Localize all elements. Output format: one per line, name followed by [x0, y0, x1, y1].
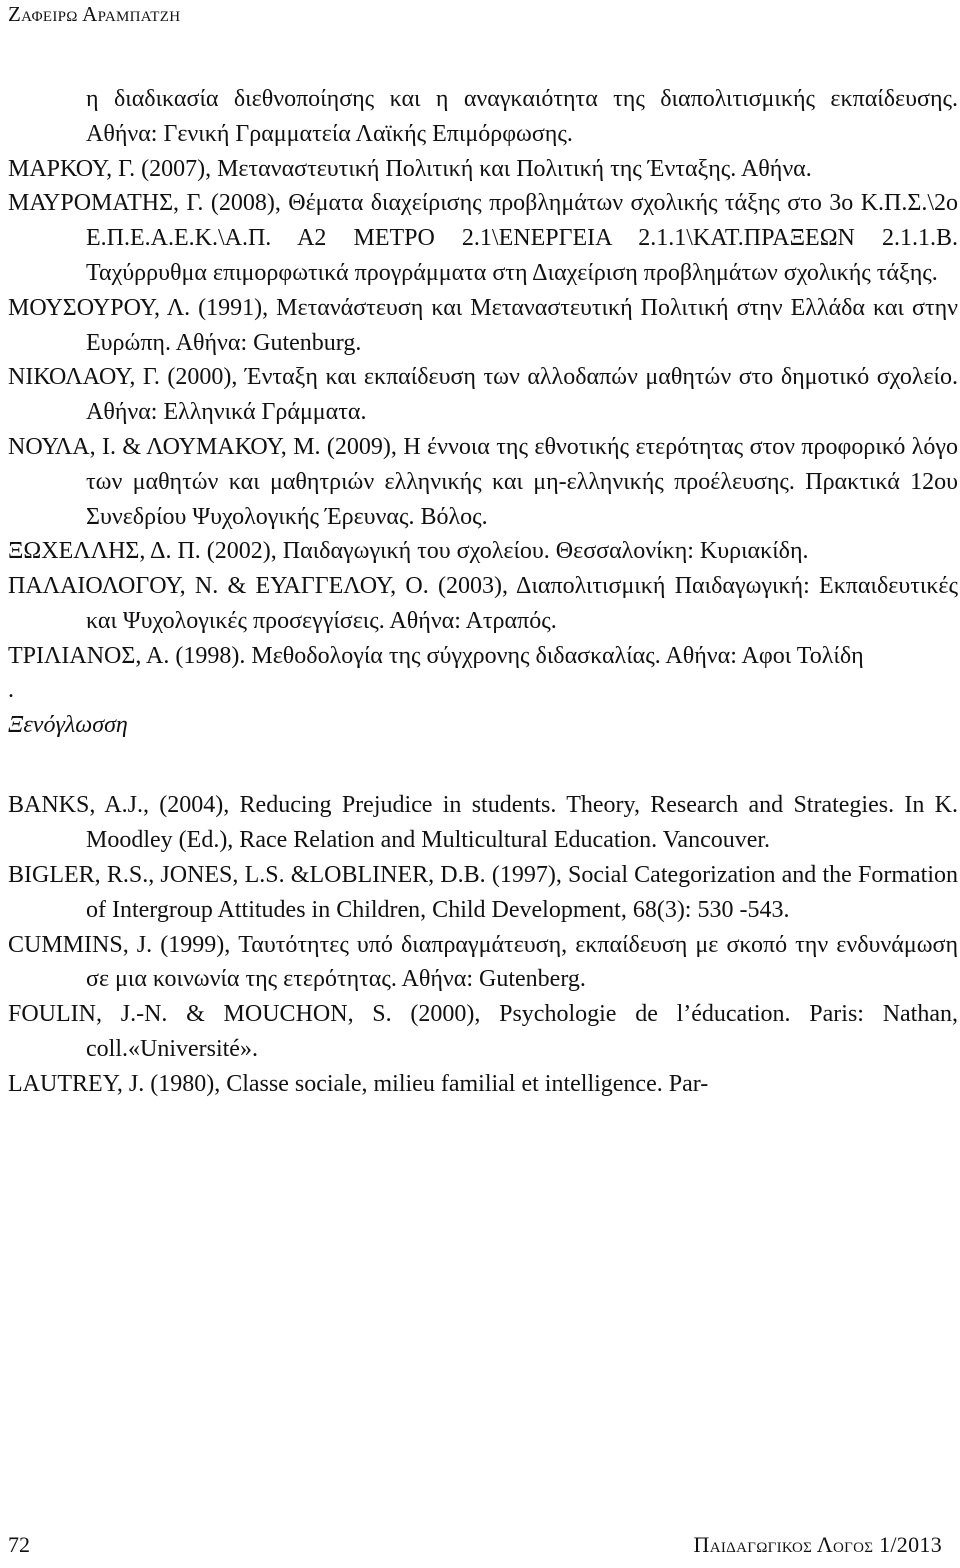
reference-entry: LAUTREY, J. (1980), Classe sociale, milieu familial et intelligence. Par-: [8, 1070, 709, 1097]
page-number: 72: [8, 1532, 30, 1557]
reference-entry: CUMMINS, J. (1999), Ταυτότητες υπό διαπραγμάτευση, εκπαίδευση με σκοπό την ενδυνάμωση σε μια κοινωνία της ετερότητας. Αθήνα: Gutenberg.: [8, 931, 958, 993]
reference-entry: ΤΡΙΛΙΑΝΟΣ, Α. (1998). Μεθοδολογία της σύγχρονης διδασκαλίας. Αθήνα: Αφοι Τολίδη: [8, 642, 864, 669]
reference-entry: BANKS, A.J., (2004), Reducing Prejudice in students. Theory, Research and Strategies. In K. Moodley (Ed.), Race Relation and Multicultural Education. Vancouver.: [8, 792, 958, 854]
reference-entry: η διαδικασία διεθνοποίησης και η αναγκαιότητα της διαπολιτισμικής εκπαίδευσης. Αθήνα: Γενική Γραμματεία Λαϊκής Επιμόρφωσης.: [86, 86, 958, 147]
reference-entry: ΝΟΥΛΑ, Ι. & ΛΟΥΜΑΚΟΥ, Μ. (2009), Η έννοια της εθνοτικής ετερότητας στον προφορικό λόγο των μαθητών και μαθητριών ελληνικής και μη-ελληνικής προέλευσης. Πρακτικά 12ου Συνεδρίου Ψυχολογικής Έρευνας. Βόλος.: [8, 433, 958, 530]
reference-entry: ΜΑΡΚΟΥ, Γ. (2007), Μεταναστευτική Πολιτική και Πολιτική της Ένταξης. Αθήνα.: [8, 155, 812, 182]
separator-dot: .: [8, 676, 14, 703]
reference-entry: ΠΑΛΑΙΟΛΟΓΟΥ, Ν. & ΕΥΑΓΓΕΛΟΥ, Ο. (2003), Διαπολιτισμική Παιδαγωγική: Εκπαιδευτικές και Ψυχολογικές προσεγγίσεις. Αθήνα: Ατραπός.: [8, 573, 958, 634]
reference-entry: ΞΩΧΕΛΛΗΣ, Δ. Π. (2002), Παιδαγωγική του σχολείου. Θεσσαλονίκη: Κυριακίδη.: [8, 538, 809, 565]
reference-entry: ΝΙΚΟΛΑΟΥ, Γ. (2000), Ένταξη και εκπαίδευση των αλλοδαπών μαθητών στο δημοτικό σχολείο. Αθήνα: Ελληνικά Γράμματα.: [8, 364, 958, 426]
reference-entry: ΜΑΥΡΟΜΑΤΗΣ, Γ. (2008), Θέματα διαχείρισης προβλημάτων σχολικής τάξης στο 3ο Κ.Π.Σ.\2ο Ε.Π.Ε.Α.Ε.Κ.\Α.Π. Α2 ΜΕΤΡΟ 2.1\ΕΝΕΡΓΕΙΑ 2.1.1\ΚΑΤ.ΠΡΑΞΕΩΝ 2.1.1.Β. Ταχύρρυθμα επιμορφωτικά προγράμματα στη Διαχείριση προβλημάτων σχολικής τάξης.: [8, 190, 958, 286]
section-title: Ξενόγλωσση: [8, 711, 128, 738]
reference-entry: BIGLER, R.S., JONES, L.S. &LOBLINER, D.B. (1997), Social Categorization and the Formation of Intergroup Attitudes in Children, Child Development, 68(3): 530 -543.: [8, 861, 958, 923]
journal-title: Παιδαγωγικος Λογος 1/2013: [693, 1532, 942, 1557]
reference-entry: ΜΟΥΣΟΥΡΟΥ, Λ. (1991), Μετανάστευση και Μεταναστευτική Πολιτική στην Ελλάδα και στην Ευρώπη. Αθήνα: Gutenburg.: [8, 294, 958, 356]
reference-entry: FOULIN, J.-N. & MOUCHON, S. (2000), Psychologie de l’éducation. Paris: Nathan, coll.«Université».: [8, 1001, 958, 1062]
running-head: Ζαφειρω Αραμπατζη: [8, 2, 181, 26]
reference-list: [8, 82, 958, 1102]
